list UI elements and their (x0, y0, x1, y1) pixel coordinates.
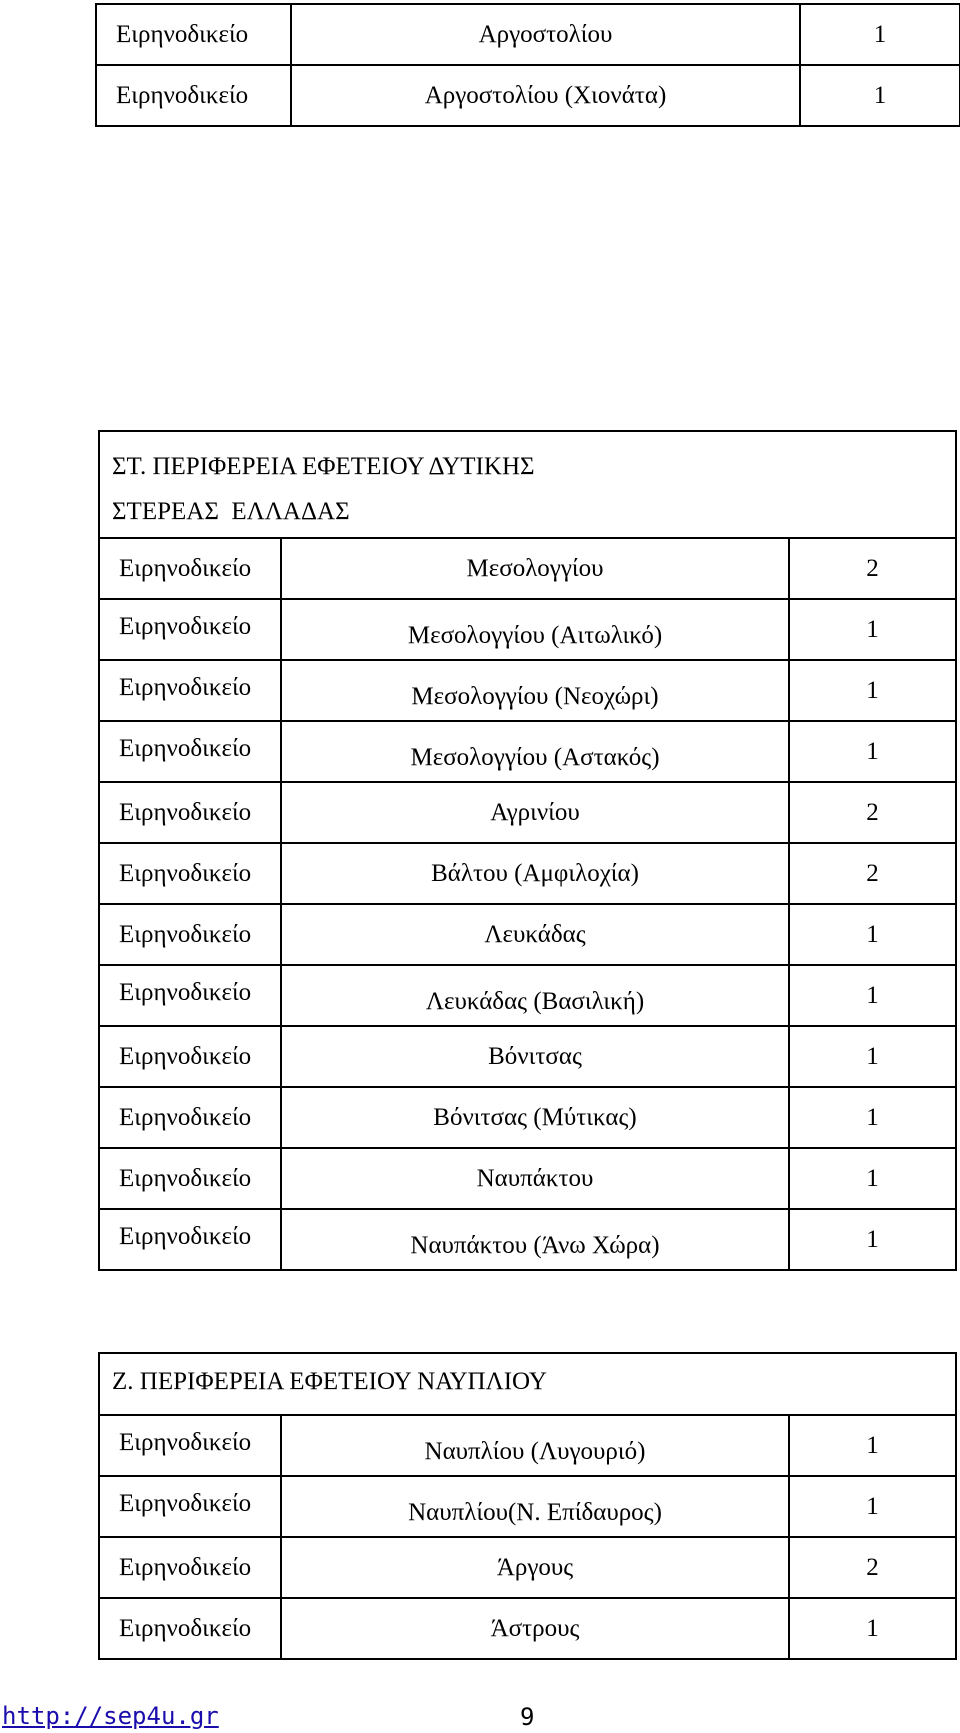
court-count-cell: 1 (789, 1026, 956, 1087)
table-row (99, 1026, 956, 1087)
court-count-cell: 2 (789, 843, 956, 904)
court-place-cell: Βόνιτσας (281, 1026, 789, 1087)
section-heading-line: ΣΤΕΡΕΑΣ ΕΛΛΑΔΑΣ (112, 498, 350, 525)
court-type-cell: Ειρηνοδικείο (99, 1209, 281, 1270)
table-row (99, 538, 956, 599)
court-type-cell: Ειρηνοδικείο (99, 660, 281, 721)
court-count-cell: 2 (789, 538, 956, 599)
table-row (99, 904, 956, 965)
table-row (99, 782, 956, 843)
footer-source-link[interactable]: http://sep4u.gr (2, 1702, 219, 1730)
section-heading-row (99, 431, 956, 538)
court-count-cell: 1 (789, 1598, 956, 1659)
court-type-cell: Ειρηνοδικείο (99, 1087, 281, 1148)
table-row (99, 1415, 956, 1476)
court-type-cell: Ειρηνοδικείο (99, 1415, 281, 1476)
court-count-cell: 1 (800, 4, 960, 65)
court-count-cell: 2 (789, 1537, 956, 1598)
table-row (99, 599, 956, 660)
court-type-cell: Ειρηνοδικείο (96, 65, 291, 126)
court-count-cell: 1 (789, 904, 956, 965)
court-place-cell: Μεσολογγίου (Αιτωλικό) (281, 599, 789, 660)
table-row (96, 65, 960, 126)
table-row (99, 1148, 956, 1209)
court-place-cell: Μεσολογγίου (Αστακός) (281, 721, 789, 782)
court-type-cell: Ειρηνοδικείο (99, 782, 281, 843)
court-count-cell: 1 (789, 721, 956, 782)
court-type-cell: Ειρηνοδικείο (99, 721, 281, 782)
table-row (96, 4, 960, 65)
court-count-cell: 2 (789, 782, 956, 843)
court-type-cell: Ειρηνοδικείο (99, 538, 281, 599)
court-count-cell: 1 (800, 65, 960, 126)
court-place-cell: Άστρους (281, 1598, 789, 1659)
page-number: 9 (520, 1703, 535, 1731)
court-type-cell: Ειρηνοδικείο (99, 843, 281, 904)
court-type-cell: Ειρηνοδικείο (99, 599, 281, 660)
court-count-cell: 1 (789, 1476, 956, 1537)
court-table-st (98, 430, 957, 1271)
section-heading-row (99, 1353, 956, 1415)
court-type-cell: Ειρηνοδικείο (99, 904, 281, 965)
court-count-cell: 1 (789, 1087, 956, 1148)
court-place-cell: Μεσολογγίου (Νεοχώρι) (281, 660, 789, 721)
table-row (99, 1087, 956, 1148)
court-place-cell: Βάλτου (Αμφιλοχία) (281, 843, 789, 904)
court-count-cell: 1 (789, 965, 956, 1026)
court-table-z (98, 1352, 957, 1660)
table-row (99, 1209, 956, 1270)
court-place-cell: Μεσολογγίου (281, 538, 789, 599)
court-type-cell: Ειρηνοδικείο (99, 1598, 281, 1659)
court-place-cell: Λευκάδας (281, 904, 789, 965)
table-row (99, 843, 956, 904)
court-count-cell: 1 (789, 1209, 956, 1270)
table-row (99, 1598, 956, 1659)
court-type-cell: Ειρηνοδικείο (99, 1026, 281, 1087)
court-count-cell: 1 (789, 1148, 956, 1209)
court-place-cell: Ναυπάκτου (Άνω Χώρα) (281, 1209, 789, 1270)
section-heading: Ζ. ΠΕΡΙΦΕΡΕΙΑ ΕΦΕΤΕΙΟΥ ΝΑΥΠΛΙΟΥ (99, 1353, 956, 1415)
court-type-cell: Ειρηνοδικείο (96, 4, 291, 65)
court-place-cell: Αργοστολίου (291, 4, 800, 65)
court-table-top (95, 3, 960, 127)
court-type-cell: Ειρηνοδικείο (99, 965, 281, 1026)
section-heading-line: ΣΤ. ΠΕΡΙΦΕΡΕΙΑ ΕΦΕΤΕΙΟΥ ΔΥΤΙΚΗΣ (112, 453, 535, 480)
table-row (99, 1537, 956, 1598)
court-count-cell: 1 (789, 1415, 956, 1476)
court-place-cell: Ναυπλίου (Λυγουριό) (281, 1415, 789, 1476)
court-count-cell: 1 (789, 660, 956, 721)
court-place-cell: Ναυπάκτου (281, 1148, 789, 1209)
table-row (99, 660, 956, 721)
court-place-cell: Λευκάδας (Βασιλική) (281, 965, 789, 1026)
court-type-cell: Ειρηνοδικείο (99, 1476, 281, 1537)
court-type-cell: Ειρηνοδικείο (99, 1148, 281, 1209)
court-place-cell: Βόνιτσας (Μύτικας) (281, 1087, 789, 1148)
table-row (99, 965, 956, 1026)
court-place-cell: Αργοστολίου (Χιονάτα) (291, 65, 800, 126)
table-row (99, 1476, 956, 1537)
court-count-cell: 1 (789, 599, 956, 660)
court-place-cell: Ναυπλίου(Ν. Επίδαυρος) (281, 1476, 789, 1537)
table-row (99, 721, 956, 782)
court-type-cell: Ειρηνοδικείο (99, 1537, 281, 1598)
section-heading (99, 431, 956, 538)
court-place-cell: Αγρινίου (281, 782, 789, 843)
court-place-cell: Άργους (281, 1537, 789, 1598)
